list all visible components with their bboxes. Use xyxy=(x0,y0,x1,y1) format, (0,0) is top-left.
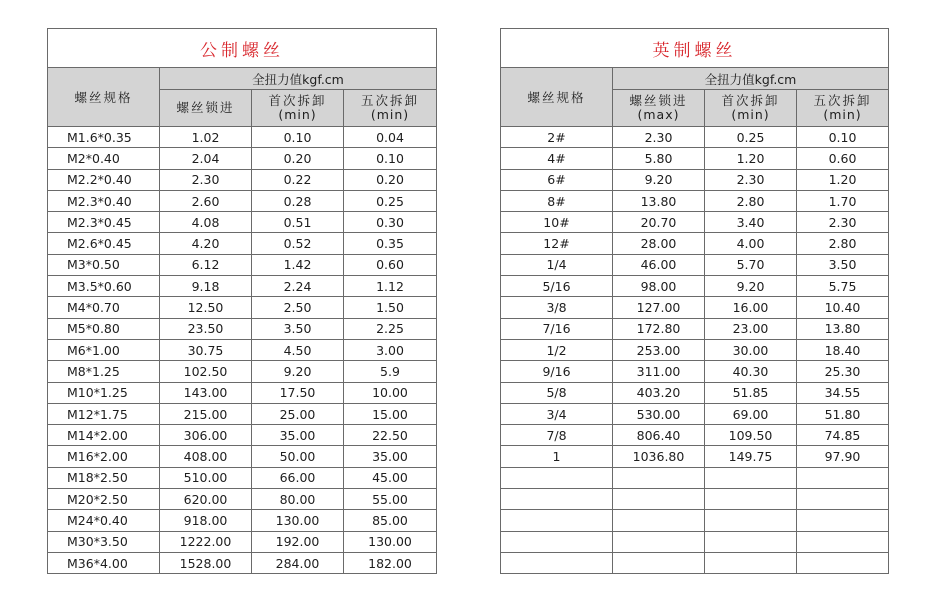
table-row xyxy=(501,254,889,275)
metric-cell-lock: 215.00 xyxy=(160,403,252,424)
metric-cell-fifth: 2.25 xyxy=(344,318,437,339)
imperial-cell-fifth: 2.30 xyxy=(797,212,889,233)
imperial-header-row xyxy=(501,68,889,90)
table-row xyxy=(48,212,437,233)
imperial-cell-fifth xyxy=(797,489,889,510)
imperial-cell-spec xyxy=(501,489,613,510)
imperial-torque-header: 全扭力值kgf.cm xyxy=(613,68,889,90)
table-row xyxy=(501,233,889,254)
table-row xyxy=(501,212,889,233)
metric-cell-fifth: 22.50 xyxy=(344,425,437,446)
imperial-cell-fifth: 1.20 xyxy=(797,169,889,190)
metric-cell-first: 35.00 xyxy=(252,425,344,446)
metric-cell-spec: M30*3.50 xyxy=(48,531,160,552)
metric-col-first-header xyxy=(252,90,344,127)
table-row xyxy=(48,552,437,573)
metric-cell-fifth: 55.00 xyxy=(344,489,437,510)
metric-cell-lock: 9.18 xyxy=(160,276,252,297)
table-row xyxy=(48,148,437,169)
metric-cell-fifth: 45.00 xyxy=(344,467,437,488)
imperial-cell-lock: 20.70 xyxy=(613,212,705,233)
metric-cell-spec: M4*0.70 xyxy=(48,297,160,318)
imperial-cell-first: 40.30 xyxy=(705,361,797,382)
metric-cell-spec: M12*1.75 xyxy=(48,403,160,424)
metric-cell-fifth: 85.00 xyxy=(344,510,437,531)
table-row xyxy=(501,510,889,531)
table-row xyxy=(501,382,889,403)
metric-cell-lock: 2.04 xyxy=(160,148,252,169)
imperial-cell-lock xyxy=(613,467,705,488)
imperial-cell-first: 9.20 xyxy=(705,276,797,297)
metric-cell-first: 1.42 xyxy=(252,254,344,275)
table-row xyxy=(501,552,889,573)
imperial-cell-lock xyxy=(613,552,705,573)
imperial-cell-spec: 5/16 xyxy=(501,276,613,297)
metric-cell-lock: 510.00 xyxy=(160,467,252,488)
imperial-cell-fifth: 5.75 xyxy=(797,276,889,297)
metric-cell-fifth: 0.20 xyxy=(344,169,437,190)
imperial-cell-spec: 9/16 xyxy=(501,361,613,382)
imperial-cell-spec: 6# xyxy=(501,169,613,190)
imperial-cell-lock: 1036.80 xyxy=(613,446,705,467)
metric-cell-spec: M8*1.25 xyxy=(48,361,160,382)
table-row xyxy=(48,510,437,531)
imperial-col-lock-label: 螺丝锁进 xyxy=(629,93,688,108)
metric-cell-lock: 2.30 xyxy=(160,169,252,190)
metric-cell-fifth: 3.00 xyxy=(344,339,437,360)
imperial-cell-spec: 7/8 xyxy=(501,425,613,446)
imperial-cell-fifth: 1.70 xyxy=(797,190,889,211)
imperial-cell-spec: 1 xyxy=(501,446,613,467)
metric-col-fifth-label: 五次拆卸 xyxy=(360,93,419,108)
imperial-cell-first xyxy=(705,531,797,552)
imperial-cell-spec: 5/8 xyxy=(501,382,613,403)
metric-cell-fifth: 182.00 xyxy=(344,552,437,573)
imperial-cell-first: 69.00 xyxy=(705,403,797,424)
imperial-cell-fifth: 2.80 xyxy=(797,233,889,254)
imperial-cell-spec: 12# xyxy=(501,233,613,254)
imperial-cell-first: 2.80 xyxy=(705,190,797,211)
metric-col-first-label: 首次拆卸 xyxy=(268,93,327,108)
imperial-cell-fifth: 51.80 xyxy=(797,403,889,424)
imperial-col-fifth-unit: (min) xyxy=(823,107,862,122)
imperial-cell-spec: 10# xyxy=(501,212,613,233)
metric-cell-lock: 102.50 xyxy=(160,361,252,382)
table-row xyxy=(501,276,889,297)
metric-cell-spec: M20*2.50 xyxy=(48,489,160,510)
table-row xyxy=(501,467,889,488)
metric-cell-fifth: 0.30 xyxy=(344,212,437,233)
imperial-cell-first: 149.75 xyxy=(705,446,797,467)
metric-cell-first: 25.00 xyxy=(252,403,344,424)
imperial-cell-first: 2.30 xyxy=(705,169,797,190)
table-row xyxy=(501,446,889,467)
imperial-col-first-label: 首次拆卸 xyxy=(721,93,780,108)
metric-cell-lock: 1.02 xyxy=(160,127,252,148)
metric-cell-lock: 4.08 xyxy=(160,212,252,233)
metric-cell-lock: 306.00 xyxy=(160,425,252,446)
imperial-screw-table xyxy=(500,28,889,574)
imperial-cell-fifth: 0.60 xyxy=(797,148,889,169)
imperial-cell-lock: 253.00 xyxy=(613,339,705,360)
imperial-col-first-unit: (min) xyxy=(731,107,770,122)
imperial-cell-first: 5.70 xyxy=(705,254,797,275)
metric-table-title: 公制螺丝 xyxy=(48,29,437,68)
metric-cell-fifth: 35.00 xyxy=(344,446,437,467)
imperial-cell-lock: 127.00 xyxy=(613,297,705,318)
imperial-cell-first: 4.00 xyxy=(705,233,797,254)
imperial-cell-spec: 3/4 xyxy=(501,403,613,424)
imperial-cell-first: 23.00 xyxy=(705,318,797,339)
metric-cell-fifth: 5.9 xyxy=(344,361,437,382)
imperial-cell-first: 1.20 xyxy=(705,148,797,169)
metric-col-fifth-unit: (min) xyxy=(370,107,410,122)
metric-cell-first: 284.00 xyxy=(252,552,344,573)
imperial-cell-spec: 2# xyxy=(501,127,613,148)
metric-cell-fifth: 0.25 xyxy=(344,190,437,211)
metric-cell-fifth: 0.35 xyxy=(344,233,437,254)
metric-col-fifth-header xyxy=(344,90,437,127)
table-row xyxy=(501,190,889,211)
imperial-cell-lock xyxy=(613,489,705,510)
metric-cell-spec: M2.3*0.40 xyxy=(48,190,160,211)
metric-cell-lock: 1528.00 xyxy=(160,552,252,573)
imperial-cell-first: 3.40 xyxy=(705,212,797,233)
imperial-cell-fifth: 74.85 xyxy=(797,425,889,446)
metric-col-lock-label: 螺丝锁进 xyxy=(176,100,235,115)
table-row xyxy=(501,531,889,552)
metric-cell-lock: 4.20 xyxy=(160,233,252,254)
metric-col-lock-header xyxy=(160,90,252,127)
imperial-cell-spec: 8# xyxy=(501,190,613,211)
metric-cell-first: 0.20 xyxy=(252,148,344,169)
table-row xyxy=(48,339,437,360)
table-row xyxy=(48,276,437,297)
metric-col-spec-header: 螺丝规格 xyxy=(48,68,160,127)
metric-cell-first: 2.24 xyxy=(252,276,344,297)
imperial-cell-fifth xyxy=(797,467,889,488)
metric-cell-first: 192.00 xyxy=(252,531,344,552)
imperial-cell-spec xyxy=(501,531,613,552)
imperial-cell-spec: 1/4 xyxy=(501,254,613,275)
imperial-col-fifth-header xyxy=(797,90,889,127)
metric-cell-first: 130.00 xyxy=(252,510,344,531)
table-row xyxy=(501,169,889,190)
imperial-table-title: 英制螺丝 xyxy=(501,29,889,68)
imperial-col-lock-unit: (max) xyxy=(637,107,680,122)
metric-cell-first: 17.50 xyxy=(252,382,344,403)
metric-cell-spec: M18*2.50 xyxy=(48,467,160,488)
table-row xyxy=(501,403,889,424)
metric-cell-first: 9.20 xyxy=(252,361,344,382)
metric-cell-fifth: 130.00 xyxy=(344,531,437,552)
metric-cell-fifth: 15.00 xyxy=(344,403,437,424)
imperial-cell-fifth xyxy=(797,531,889,552)
imperial-cell-first: 30.00 xyxy=(705,339,797,360)
imperial-cell-lock: 311.00 xyxy=(613,361,705,382)
metric-cell-fifth: 0.10 xyxy=(344,148,437,169)
metric-cell-first: 2.50 xyxy=(252,297,344,318)
metric-cell-spec: M1.6*0.35 xyxy=(48,127,160,148)
imperial-cell-lock: 46.00 xyxy=(613,254,705,275)
metric-col-first-unit: (min) xyxy=(278,107,317,122)
metric-cell-first: 4.50 xyxy=(252,339,344,360)
imperial-col-spec-header: 螺丝规格 xyxy=(501,68,613,127)
table-row xyxy=(48,190,437,211)
table-row xyxy=(501,339,889,360)
metric-cell-spec: M36*4.00 xyxy=(48,552,160,573)
metric-cell-spec: M2.6*0.45 xyxy=(48,233,160,254)
imperial-cell-fifth xyxy=(797,552,889,573)
imperial-cell-fifth: 34.55 xyxy=(797,382,889,403)
metric-cell-first: 0.22 xyxy=(252,169,344,190)
table-row xyxy=(48,531,437,552)
table-row xyxy=(48,169,437,190)
metric-cell-first: 0.51 xyxy=(252,212,344,233)
metric-cell-lock: 23.50 xyxy=(160,318,252,339)
imperial-cell-spec xyxy=(501,467,613,488)
table-row xyxy=(501,297,889,318)
metric-torque-header: 全扭力值kgf.cm xyxy=(160,68,437,90)
table-row xyxy=(501,425,889,446)
imperial-cell-fifth: 97.90 xyxy=(797,446,889,467)
imperial-cell-fifth: 3.50 xyxy=(797,254,889,275)
imperial-cell-spec: 3/8 xyxy=(501,297,613,318)
imperial-cell-lock xyxy=(613,510,705,531)
imperial-cell-spec: 7/16 xyxy=(501,318,613,339)
table-row xyxy=(501,361,889,382)
imperial-cell-first: 51.85 xyxy=(705,382,797,403)
imperial-cell-fifth xyxy=(797,510,889,531)
table-row xyxy=(48,403,437,424)
imperial-cell-spec: 1/2 xyxy=(501,339,613,360)
imperial-table-body xyxy=(501,29,889,574)
metric-cell-first: 80.00 xyxy=(252,489,344,510)
imperial-cell-spec: 4# xyxy=(501,148,613,169)
metric-cell-spec: M5*0.80 xyxy=(48,318,160,339)
imperial-cell-lock: 98.00 xyxy=(613,276,705,297)
table-row xyxy=(48,233,437,254)
imperial-cell-first xyxy=(705,489,797,510)
imperial-cell-first xyxy=(705,552,797,573)
metric-table-body xyxy=(48,29,437,574)
table-row xyxy=(48,254,437,275)
metric-cell-fifth: 0.04 xyxy=(344,127,437,148)
table-row xyxy=(48,467,437,488)
metric-cell-spec: M3.5*0.60 xyxy=(48,276,160,297)
metric-cell-lock: 1222.00 xyxy=(160,531,252,552)
metric-header-row xyxy=(48,68,437,90)
imperial-col-fifth-label: 五次拆卸 xyxy=(813,93,872,108)
table-row xyxy=(501,127,889,148)
metric-title-row xyxy=(48,29,437,68)
imperial-title-row xyxy=(501,29,889,68)
imperial-cell-fifth: 13.80 xyxy=(797,318,889,339)
imperial-cell-fifth: 10.40 xyxy=(797,297,889,318)
metric-cell-lock: 143.00 xyxy=(160,382,252,403)
metric-cell-first: 0.52 xyxy=(252,233,344,254)
metric-cell-fifth: 10.00 xyxy=(344,382,437,403)
metric-cell-spec: M3*0.50 xyxy=(48,254,160,275)
metric-cell-first: 50.00 xyxy=(252,446,344,467)
table-row xyxy=(48,127,437,148)
metric-cell-fifth: 1.12 xyxy=(344,276,437,297)
metric-cell-first: 0.28 xyxy=(252,190,344,211)
imperial-cell-first: 109.50 xyxy=(705,425,797,446)
table-row xyxy=(48,425,437,446)
metric-screw-table xyxy=(47,28,437,574)
metric-cell-lock: 918.00 xyxy=(160,510,252,531)
metric-cell-lock: 2.60 xyxy=(160,190,252,211)
imperial-cell-first xyxy=(705,467,797,488)
imperial-cell-fifth: 25.30 xyxy=(797,361,889,382)
imperial-cell-first: 0.25 xyxy=(705,127,797,148)
table-row xyxy=(501,318,889,339)
metric-cell-fifth: 0.60 xyxy=(344,254,437,275)
metric-cell-spec: M2.3*0.45 xyxy=(48,212,160,233)
metric-cell-fifth: 1.50 xyxy=(344,297,437,318)
imperial-cell-lock: 403.20 xyxy=(613,382,705,403)
imperial-col-first-header xyxy=(705,90,797,127)
table-row xyxy=(501,489,889,510)
imperial-cell-lock: 5.80 xyxy=(613,148,705,169)
metric-cell-lock: 620.00 xyxy=(160,489,252,510)
imperial-cell-fifth: 0.10 xyxy=(797,127,889,148)
metric-cell-spec: M16*2.00 xyxy=(48,446,160,467)
metric-cell-spec: M6*1.00 xyxy=(48,339,160,360)
table-row xyxy=(48,318,437,339)
metric-cell-lock: 30.75 xyxy=(160,339,252,360)
imperial-cell-lock: 13.80 xyxy=(613,190,705,211)
table-row xyxy=(48,297,437,318)
metric-cell-spec: M2*0.40 xyxy=(48,148,160,169)
imperial-cell-spec xyxy=(501,510,613,531)
metric-cell-first: 0.10 xyxy=(252,127,344,148)
metric-cell-spec: M10*1.25 xyxy=(48,382,160,403)
imperial-cell-lock: 530.00 xyxy=(613,403,705,424)
table-row xyxy=(501,148,889,169)
imperial-cell-spec xyxy=(501,552,613,573)
table-row xyxy=(48,361,437,382)
table-row xyxy=(48,489,437,510)
imperial-cell-first: 16.00 xyxy=(705,297,797,318)
imperial-col-lock-header xyxy=(613,90,705,127)
metric-cell-lock: 408.00 xyxy=(160,446,252,467)
metric-cell-lock: 12.50 xyxy=(160,297,252,318)
metric-cell-lock: 6.12 xyxy=(160,254,252,275)
table-row xyxy=(48,382,437,403)
metric-cell-first: 66.00 xyxy=(252,467,344,488)
imperial-cell-lock xyxy=(613,531,705,552)
imperial-cell-lock: 9.20 xyxy=(613,169,705,190)
imperial-cell-fifth: 18.40 xyxy=(797,339,889,360)
imperial-cell-lock: 2.30 xyxy=(613,127,705,148)
metric-cell-spec: M14*2.00 xyxy=(48,425,160,446)
table-row xyxy=(48,446,437,467)
imperial-cell-lock: 28.00 xyxy=(613,233,705,254)
imperial-cell-first xyxy=(705,510,797,531)
imperial-cell-lock: 806.40 xyxy=(613,425,705,446)
metric-cell-first: 3.50 xyxy=(252,318,344,339)
metric-cell-spec: M2.2*0.40 xyxy=(48,169,160,190)
metric-cell-spec: M24*0.40 xyxy=(48,510,160,531)
imperial-cell-lock: 172.80 xyxy=(613,318,705,339)
